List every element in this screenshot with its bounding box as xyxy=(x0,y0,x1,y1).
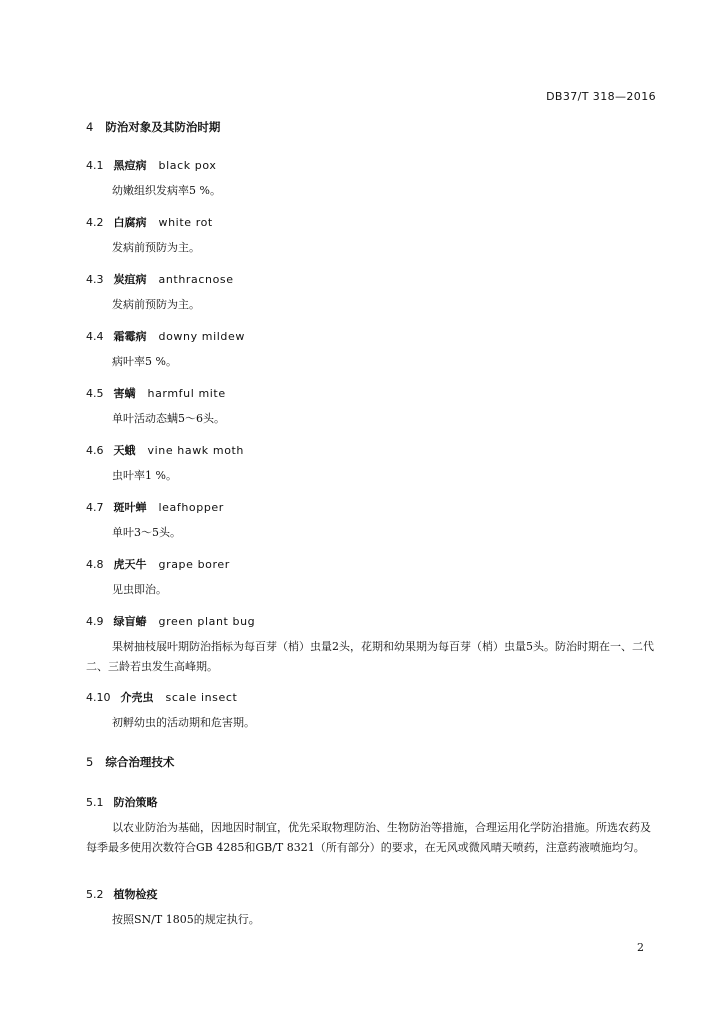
clause-title-en: harmful mite xyxy=(147,387,226,400)
clause-number: 4.1 xyxy=(86,159,104,172)
clause-number: 4.10 xyxy=(86,691,111,704)
clause-text: 幼嫩组织发病率5 %。 xyxy=(112,184,221,197)
clause-title-en: anthracnose xyxy=(158,273,234,286)
clause-title-cn: 霜霉病 xyxy=(113,330,147,343)
clause-text: 发病前预防为主。 xyxy=(112,241,200,254)
clause-title-cn: 斑叶蝉 xyxy=(113,501,147,514)
section-title: 防治对象及其防治时期 xyxy=(105,120,221,134)
clause-heading xyxy=(86,794,170,810)
clause-title-cn: 防治策略 xyxy=(113,796,158,809)
clause-title-cn: 介壳虫 xyxy=(120,691,154,704)
clause-title-en: vine hawk moth xyxy=(147,444,245,457)
clause-text: 发病前预防为主。 xyxy=(112,298,200,311)
section-heading xyxy=(86,119,220,135)
clause-title-en: scale insect xyxy=(165,691,238,704)
clause-number: 5.1 xyxy=(86,796,104,809)
clause-title-en: leafhopper xyxy=(158,501,224,514)
clause-heading xyxy=(86,157,216,173)
clause-number: 4.2 xyxy=(86,216,104,229)
section-heading xyxy=(86,754,174,770)
clause-number: 4.6 xyxy=(86,444,104,457)
clause-text: 以农业防治为基础，因地因时制宜，优先采取物理防治、生物防治等措施，合理运用化学防治措施。所选农药及每季最多使用次数符合GB 4285和GB/T 8321（所有部分）的要求，在无风或微风晴天喷药，注意药液喷施均匀。 xyxy=(86,821,651,854)
clause-title-en: grape borer xyxy=(158,558,230,571)
clause-title-en: downy mildew xyxy=(158,330,245,343)
clause-title-cn: 炭疽病 xyxy=(113,273,147,286)
clause-heading xyxy=(86,613,255,629)
clause-number: 5.2 xyxy=(86,888,104,901)
clause-heading xyxy=(86,886,170,902)
section-number: 5 xyxy=(86,755,94,769)
clause-title-cn: 天蛾 xyxy=(113,444,136,457)
clause-heading xyxy=(86,214,213,230)
clause-text: 单叶3～5头。 xyxy=(112,526,181,539)
clause-heading xyxy=(86,689,237,705)
clause-text: 见虫即治。 xyxy=(112,583,167,596)
section-title: 综合治理技术 xyxy=(105,755,175,769)
clause-heading xyxy=(86,385,226,401)
clause-text: 按照SN/T 1805的规定执行。 xyxy=(112,913,260,926)
clause-title-cn: 绿盲蝽 xyxy=(113,615,147,628)
clause-title-en: white rot xyxy=(158,216,213,229)
clause-heading xyxy=(86,442,244,458)
clause-number: 4.4 xyxy=(86,330,104,343)
standard-code: DB37/T 318—2016 xyxy=(546,90,656,103)
clause-title-en: green plant bug xyxy=(158,615,256,628)
section-number: 4 xyxy=(86,120,94,134)
clause-title-cn: 害螨 xyxy=(113,387,136,400)
clause-number: 4.7 xyxy=(86,501,104,514)
page-number: 2 xyxy=(637,941,644,954)
clause-heading xyxy=(86,328,245,344)
clause-title-cn: 黑痘病 xyxy=(113,159,147,172)
clause-number: 4.5 xyxy=(86,387,104,400)
clause-text: 初孵幼虫的活动期和危害期。 xyxy=(112,716,255,729)
clause-title-cn: 虎天牛 xyxy=(113,558,147,571)
clause-number: 4.3 xyxy=(86,273,104,286)
clause-text: 果树抽枝展叶期防治指标为每百芽（梢）虫量2头，花期和幼果期为每百芽（梢）虫量5头。防治时期在一、二代二、三龄若虫发生高峰期。 xyxy=(86,640,654,673)
clause-title-cn: 植物检疫 xyxy=(113,888,158,901)
clause-heading xyxy=(86,556,230,572)
clause-number: 4.9 xyxy=(86,615,104,628)
clause-text: 单叶活动态螨5～6头。 xyxy=(112,412,225,425)
clause-text: 虫叶率1 %。 xyxy=(112,469,177,482)
clause-title-cn: 白腐病 xyxy=(113,216,147,229)
clause-heading xyxy=(86,271,234,287)
clause-number: 4.8 xyxy=(86,558,104,571)
clause-heading xyxy=(86,499,224,515)
clause-title-en: black pox xyxy=(158,159,217,172)
clause-text: 病叶率5 %。 xyxy=(112,355,177,368)
